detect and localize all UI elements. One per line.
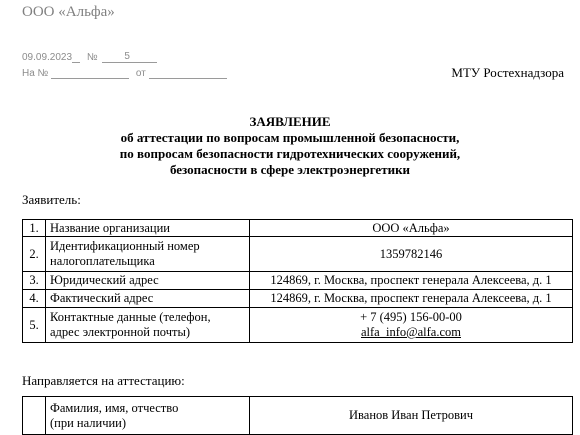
field-value: 124869, г. Москва, проспект генерала Алексеева, д. 1 — [250, 290, 573, 308]
recipient: МТУ Ростехнадзора — [451, 65, 564, 80]
outgoing-number: 5 — [124, 51, 130, 62]
table-row — [23, 290, 573, 308]
outgoing-date: 09.09.2023 — [22, 52, 73, 63]
field-name-line: Контактные данные (телефон, — [50, 310, 211, 324]
phone-value: + 7 (495) 156-00-00 — [360, 310, 462, 324]
field-name: Юридический адрес — [46, 272, 250, 290]
table-row — [23, 397, 573, 435]
field-value: 124869, г. Москва, проспект генерала Алексеева, д. 1 — [250, 272, 573, 290]
field-name-line: (при наличии) — [50, 415, 127, 430]
document-title — [0, 114, 580, 178]
number-prefix: № — [86, 52, 98, 63]
table-row — [23, 308, 573, 343]
field-name-line: Фамилия, имя, отчество — [50, 400, 179, 415]
field-name: Фактический адрес — [46, 290, 250, 308]
field-value — [250, 308, 573, 343]
title-line-4: безопасности в сфере электроэнергетики — [169, 162, 411, 177]
field-name — [46, 308, 250, 343]
incoming-number-field[interactable] — [51, 67, 129, 79]
title-line-1: ЗАЯВЛЕНИЕ — [249, 114, 331, 129]
outgoing-date-row — [22, 51, 157, 63]
row-number: 4. — [23, 290, 46, 308]
attestation-label: Направляется на аттестацию: — [22, 373, 185, 388]
from-label: от — [135, 68, 146, 79]
applicant-table — [22, 219, 573, 343]
applicant-label: Заявитель: — [22, 192, 81, 207]
incoming-ref-row — [22, 67, 227, 79]
field-value: Иванов Иван Петрович — [250, 397, 573, 435]
row-number: 3. — [23, 272, 46, 290]
title-line-2: об аттестации по вопросам промышленной безопасности, — [120, 130, 460, 145]
field-name: Название организации — [46, 220, 250, 237]
table-row — [23, 237, 573, 272]
row-number: 1. — [23, 220, 46, 237]
field-name — [46, 237, 250, 272]
outgoing-number-field[interactable] — [102, 51, 157, 63]
email-link[interactable]: alfa_info@alfa.com — [360, 325, 461, 339]
row-number — [23, 397, 46, 435]
field-name-line: адрес электронной почты) — [50, 325, 191, 339]
table-row — [23, 220, 573, 237]
on-number-label: На № — [22, 68, 49, 79]
table-row — [23, 272, 573, 290]
incoming-date-field[interactable] — [149, 67, 227, 79]
field-name — [46, 397, 250, 435]
field-value: 1359782146 — [250, 237, 573, 272]
row-number: 2. — [23, 237, 46, 272]
title-line-3: по вопросам безопасности гидротехнических сооружений, — [119, 146, 461, 161]
field-value: ООО «Альфа» — [250, 220, 573, 237]
field-name-line: Идентификационный номер — [50, 239, 200, 253]
attestation-table — [22, 396, 573, 435]
organization-name: ООО «Альфа» — [22, 4, 115, 20]
field-name-line: налогоплательщика — [50, 254, 155, 268]
row-number: 5. — [23, 308, 46, 343]
